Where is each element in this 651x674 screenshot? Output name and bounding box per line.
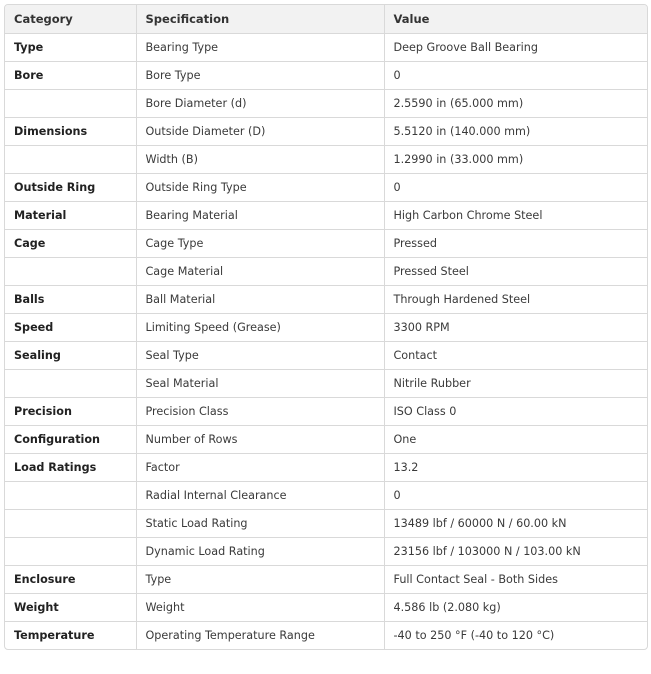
cell-category: Outside Ring [5, 173, 136, 201]
cell-category [5, 257, 136, 285]
cell-value: 4.586 lb (2.080 kg) [384, 593, 647, 621]
cell-category [5, 89, 136, 117]
cell-specification: Precision Class [136, 397, 384, 425]
cell-value: Through Hardened Steel [384, 285, 647, 313]
cell-value: 13489 lbf / 60000 N / 60.00 kN [384, 509, 647, 537]
cell-value: ISO Class 0 [384, 397, 647, 425]
cell-specification: Cage Material [136, 257, 384, 285]
cell-specification: Dynamic Load Rating [136, 537, 384, 565]
cell-specification: Width (B) [136, 145, 384, 173]
cell-category: Bore [5, 61, 136, 89]
cell-category: Precision [5, 397, 136, 425]
specification-table [5, 5, 647, 649]
cell-category: Sealing [5, 341, 136, 369]
table-row [5, 341, 647, 369]
cell-specification: Seal Type [136, 341, 384, 369]
cell-category: Temperature [5, 621, 136, 649]
cell-value: Full Contact Seal - Both Sides [384, 565, 647, 593]
cell-category [5, 481, 136, 509]
table-row [5, 593, 647, 621]
cell-value: High Carbon Chrome Steel [384, 201, 647, 229]
cell-value: 23156 lbf / 103000 N / 103.00 kN [384, 537, 647, 565]
cell-value: 5.5120 in (140.000 mm) [384, 117, 647, 145]
table-row [5, 369, 647, 397]
table-body [5, 33, 647, 649]
table-header-row [5, 5, 647, 33]
cell-specification: Bore Diameter (d) [136, 89, 384, 117]
cell-category: Material [5, 201, 136, 229]
cell-specification: Number of Rows [136, 425, 384, 453]
header-category: Category [5, 5, 136, 33]
cell-value: One [384, 425, 647, 453]
cell-category: Weight [5, 593, 136, 621]
cell-specification: Outside Diameter (D) [136, 117, 384, 145]
table-row [5, 33, 647, 61]
header-value: Value [384, 5, 647, 33]
cell-category: Configuration [5, 425, 136, 453]
table-row [5, 145, 647, 173]
table-row [5, 621, 647, 649]
specification-table-container [4, 4, 648, 650]
cell-specification: Seal Material [136, 369, 384, 397]
cell-value: 0 [384, 61, 647, 89]
cell-category: Load Ratings [5, 453, 136, 481]
cell-category [5, 145, 136, 173]
table-row [5, 285, 647, 313]
cell-value: -40 to 250 °F (-40 to 120 °C) [393, 628, 555, 642]
cell-category: Type [5, 33, 136, 61]
table-row [5, 453, 647, 481]
table-row [5, 481, 647, 509]
cell-specification: Weight [136, 593, 384, 621]
cell-value: Nitrile Rubber [384, 369, 647, 397]
table-row [5, 117, 647, 145]
cell-category: Cage [5, 229, 136, 257]
cell-value: 1.2990 in (33.000 mm) [384, 145, 647, 173]
table-row [5, 201, 647, 229]
table-row [5, 397, 647, 425]
cell-specification: Outside Ring Type [136, 173, 384, 201]
cell-specification: Bore Type [136, 61, 384, 89]
table-row [5, 89, 647, 117]
cell-value: 0 [384, 481, 647, 509]
cell-specification: Type [136, 565, 384, 593]
cell-specification: Static Load Rating [136, 509, 384, 537]
cell-specification: Bearing Type [136, 33, 384, 61]
cell-specification: Limiting Speed (Grease) [136, 313, 384, 341]
cell-specification: Bearing Material [136, 201, 384, 229]
table-row [5, 425, 647, 453]
table-row [5, 313, 647, 341]
cell-specification: Radial Internal Clearance [136, 481, 384, 509]
cell-specification: Cage Type [136, 229, 384, 257]
table-row [5, 61, 647, 89]
cell-category [5, 537, 136, 565]
cell-category: Enclosure [5, 565, 136, 593]
cell-value: Pressed Steel [384, 257, 647, 285]
cell-value: 13.2 [384, 453, 647, 481]
header-specification: Specification [136, 5, 384, 33]
cell-category: Speed [5, 313, 136, 341]
table-row [5, 257, 647, 285]
cell-value: 0 [384, 173, 647, 201]
cell-value: 2.5590 in (65.000 mm) [384, 89, 647, 117]
cell-value: 3300 RPM [384, 313, 647, 341]
cell-specification: Operating Temperature Range [136, 621, 384, 649]
table-row [5, 565, 647, 593]
cell-specification: Ball Material [136, 285, 384, 313]
cell-value: Contact [384, 341, 647, 369]
table-row [5, 229, 647, 257]
cell-category: Dimensions [5, 117, 136, 145]
table-row [5, 509, 647, 537]
table-row [5, 537, 647, 565]
cell-category: Balls [5, 285, 136, 313]
table-row [5, 173, 647, 201]
cell-specification: Factor [136, 453, 384, 481]
cell-value: Deep Groove Ball Bearing [384, 33, 647, 61]
cell-category [5, 509, 136, 537]
cell-value: Pressed [384, 229, 647, 257]
cell-category [5, 369, 136, 397]
